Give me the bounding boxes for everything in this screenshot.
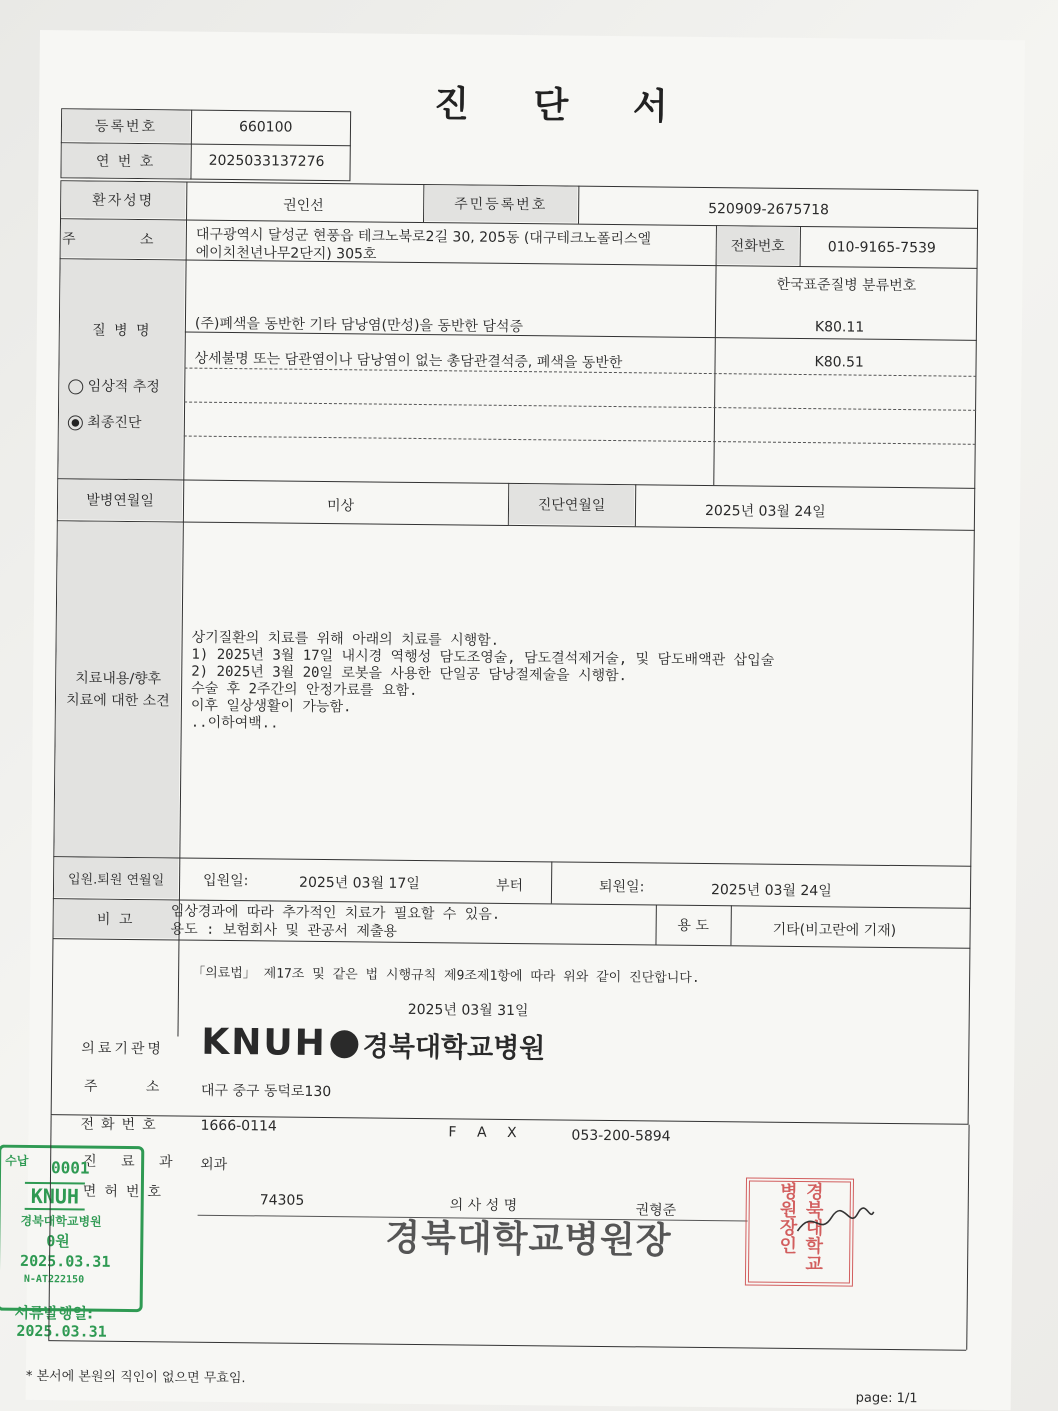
reg-no-value: 660100 [238, 119, 293, 136]
admit-label: 입원일: [203, 872, 249, 890]
address-line1: 대구광역시 달성군 현풍읍 테크노북로2길 30, 205동 (대구테크노폴리스엘 [195, 226, 652, 248]
stamp-top: 수납 [5, 1153, 29, 1168]
stamp-logo: KNUH [25, 1182, 85, 1211]
admission-label: 입원.퇴원 연월일 [54, 857, 178, 898]
serial-no-value: 2025033137276 [208, 152, 325, 170]
use-value: 기타(비고란에 기재) [772, 921, 897, 940]
treatment-line: 1) 2025년 3월 17일 내시경 역행성 담도조영술, 담도결석제거술, 및 담도배액관 삽입술 [191, 646, 775, 669]
onset-value: 미상 [326, 498, 355, 515]
institution-tel-label: 전화번호 [80, 1116, 163, 1134]
rrn-value: 520909-2675718 [708, 201, 830, 219]
admit-date: 2025년 03월 17일 [299, 874, 420, 893]
issued-date: 2025.03.31 [16, 1321, 107, 1341]
signature [795, 1203, 875, 1238]
department: 외과 [200, 1156, 228, 1174]
address-line2: 에이치천년나무2단지) 305호 [195, 244, 377, 263]
page-indicator: page: 1/1 [855, 1390, 918, 1407]
phone-label: 전화번호 [717, 226, 799, 265]
treatment-line: 이후 일상생활이 가능함. [190, 697, 352, 716]
radio-selected-icon [68, 415, 83, 430]
document-title: 진 단 서 [434, 84, 694, 128]
treatment-line: ..이하여백.. [190, 714, 279, 732]
license-no: 74305 [259, 1192, 305, 1209]
treatment-line: 수술 후 2주간의 안정가료를 요함. [191, 680, 418, 699]
remarks-label: 비 고 [54, 899, 178, 938]
option-final-label: 최종진단 [87, 414, 142, 432]
stamp-date: 2025.03.31 [20, 1251, 111, 1271]
disease-row-2-code: K80.51 [814, 354, 864, 371]
signature-scribble [795, 1203, 875, 1238]
knuh-logo-text: KNUH [201, 1021, 328, 1065]
remarks-line1: 임상경과에 따라 추가적인 치료가 필요할 수 있음. [170, 903, 501, 923]
option-clinical[interactable] [68, 375, 160, 396]
treatment-label [54, 521, 182, 857]
treatment-text [191, 630, 775, 738]
stamp-amount: 0원 [46, 1232, 70, 1251]
phone-value: 010-9165-7539 [827, 239, 936, 257]
director-title: 경북대학교병원장 [385, 1217, 672, 1262]
hospital-name: 경북대학교병원 [362, 1031, 546, 1065]
reg-no-label: 등록번호 [62, 109, 190, 142]
department-label: 진 료 과 [83, 1153, 183, 1171]
hospital-logo [201, 1022, 545, 1067]
patient-name-label: 환자성명 [61, 181, 185, 218]
disease-row-2-name: 상세불명 또는 담관염이나 담낭염이 없는 총담관결석증, 폐색을 동반한 [194, 350, 623, 372]
treatment-label-line1: 치료내용/향후 [75, 669, 162, 687]
institution-address: 대구 중구 동덕로130 [200, 1082, 332, 1101]
issue-date: 2025년 03월 31일 [407, 1001, 529, 1020]
rrn-label: 주민등록번호 [424, 185, 577, 223]
diag-date-value: 2025년 03월 24일 [704, 502, 826, 521]
option-final[interactable] [68, 411, 142, 432]
disease-row-1-name: (주)폐색을 동반한 기타 담낭염(만성)을 동반한 담석증 [194, 315, 524, 336]
use-label: 용 도 [677, 917, 709, 935]
onset-label: 발병연월일 [58, 479, 182, 520]
option-clinical-label: 임상적 추정 [87, 378, 160, 396]
diag-date-label: 진단연월일 [509, 484, 634, 525]
seal-text: 경북대학교병원장인 [776, 1181, 824, 1273]
institution-fax: 053-200-5894 [571, 1127, 671, 1145]
institution-name-label: 의료기관명 [81, 1040, 165, 1058]
treatment-line: 2) 2025년 3월 20일 로봇을 사용한 단일공 담낭절제술을 시행함. [191, 663, 628, 685]
address-label: 주 소 [61, 219, 185, 258]
remarks-line2: 용도 : 보험회사 및 관공서 제출용 [170, 921, 398, 940]
stamp-code: N-AT222150 [23, 1273, 85, 1286]
stamp-number: 0001 [50, 1158, 90, 1178]
patient-name: 권인선 [283, 197, 324, 214]
legal-statement: 「의료법」 제17조 및 같은 법 시행규칙 제9조제1항에 따라 위와 같이 진단합니다. [192, 965, 700, 986]
doctor-name: 권형준 [635, 1202, 677, 1219]
institution-tel: 1666-0114 [200, 1117, 277, 1135]
license-label: 면허번호 [82, 1183, 170, 1201]
footer-notice: * 본서에 본원의 직인이 없으면 무효임. [25, 1368, 246, 1387]
diagnosis-certificate [5, 30, 1025, 1410]
radio-empty-icon [68, 379, 83, 394]
discharge-label: 퇴원일: [598, 878, 645, 896]
emblem-icon [331, 1030, 359, 1058]
treatment-line: 상기질환의 치료를 위해 아래의 치료를 시행함. [191, 629, 500, 649]
institution-fax-label: F A X [448, 1124, 525, 1142]
stamp-hospital: 경북대학교병원 [20, 1213, 102, 1229]
doctor-label: 의 사 성 명 [449, 1197, 518, 1215]
serial-no-label: 연 번 호 [61, 143, 189, 178]
discharge-date: 2025년 03월 24일 [710, 882, 832, 900]
receipt-stamp [0, 1145, 144, 1313]
from-label: 부터 [495, 877, 524, 895]
disease-label: 질 병 명 [58, 259, 184, 480]
institution-address-label: 주 소 [83, 1078, 182, 1096]
kcd-header: 한국표준질병 분류번호 [776, 276, 917, 295]
issued-label: 서류발행일: [14, 1303, 94, 1323]
disease-row-1-code: K80.11 [814, 319, 865, 336]
treatment-label-line2: 치료에 대한 소견 [66, 691, 170, 709]
